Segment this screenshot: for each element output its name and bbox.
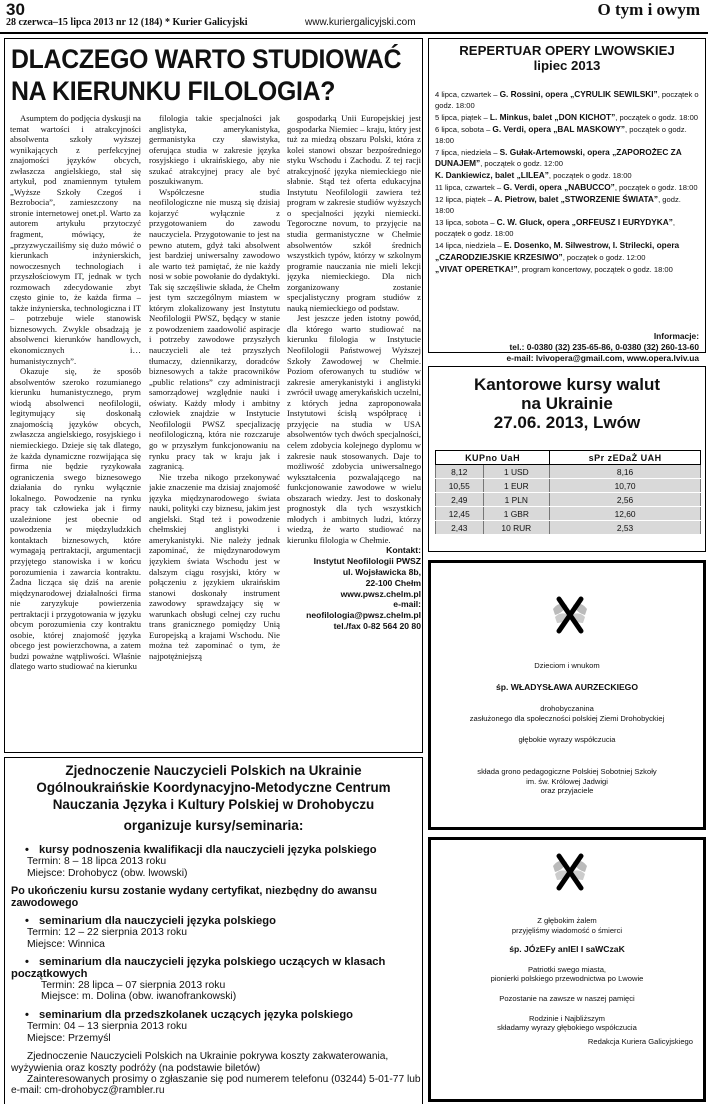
currency-unit: 10 RUR (483, 521, 550, 535)
course-place: Miejsce: Winnica (27, 938, 105, 950)
currency-unit: 1 PLN (483, 493, 550, 507)
course-title-text: seminarium dla nauczycieli języka polskiego (39, 915, 276, 928)
course-note: Po ukończeniu kursu zostanie wydany certyfikat, niezbędny do awansu zawodowego (11, 885, 377, 909)
opera-entry (435, 264, 701, 276)
page-number: 30 (6, 0, 25, 19)
opera-entry-title: G. Verdi, opera „BAL MASKOWY” (492, 123, 626, 134)
obituary-line: Z głębokim żalem (537, 916, 597, 925)
opera-title-line2: lipiec 2013 (533, 58, 601, 73)
opera-entry-title: E. Dosenko, M. Silwestrow, I. Strilecki, opera „CZARODZIEJSKIE KRZESIWO” (435, 239, 680, 262)
opera-entry (435, 124, 701, 147)
course-title (11, 916, 421, 927)
contact-phone: tel./fax 0-82 564 20 80 (333, 621, 421, 631)
course-title (11, 1010, 421, 1021)
opera-info-email[interactable]: e-mail: lvivopera@gmail.com, www.opera.lviv.ua (506, 353, 699, 363)
bullet-icon: • (25, 844, 29, 856)
course-term: Termin: 8 – 18 lipca 2013 roku (27, 856, 167, 868)
opera-title (429, 43, 705, 73)
obituary-line: przyjęliśmy wiadomość o śmierci (511, 925, 623, 935)
opera-entry-time: , program koncertowy, początek o godz. 18:00 (517, 264, 673, 274)
buy-rate: 2,49 (436, 493, 484, 507)
issue-info: 28 czerwca–15 lipca 2013 nr 12 (184) * Kurier Galicyjski (6, 17, 248, 28)
obituary-name: śp. WŁADYSŁAWA AURZECKIEGO (495, 681, 639, 692)
paragraph: Współczesne studia neofilologiczne nie muszą się dzisiaj kojarzyć wyłącznie z przygotowaniem do zawodu nauczyciela. Przygotowanie to jest na pewno atutem, gdyż taki absolwent jest bardziej uniwersalny zawodowo ale warto też pamiętać, że nie każdy nosi w sobie powołanie do dydaktyki. Tak się szczęśliwie składa, że Chełm jest tym szczególnym miastem w którym zlokalizowany jest Instytutu Neofilologii PWSZ, będący w stanie z powodzeniem zaadowolić aspiracje i potrzeby zawodowe przyszłych nauczycieli ale też przyszłych tłumaczy, dziennikarzy, doradców biznesowych a także pracowników „public relations” czy administracji samorządowej względnie nauki i oświaty. Każdy młody i ambitny człowiek znajdzie w Instytucie Neofilologii PWSZ specjalizację neofilologiczną, która nie rozczaruje go w przyszłym funkcjonowaniu na rynku pracy tak w kraju jak i zagranicą. (149, 186, 280, 472)
opera-entry-time: , początek o godz. 12:00 (480, 159, 563, 169)
sell-rate: 2,53 (550, 521, 701, 535)
opera-entry-time: , początek o godz. 12:00 (562, 252, 646, 262)
obituary-aurzecki (428, 560, 706, 830)
opera-entry-title: G. Verdi, opera „NABUCCO” (503, 182, 615, 193)
opera-entry-time: , początek o godz. 18:00 (548, 171, 632, 181)
contact-block (287, 545, 421, 631)
contact-label: Kontakt: (386, 545, 421, 556)
obituary-line: Rodzinie i Najbliższym (529, 1013, 605, 1023)
course-title (11, 957, 421, 980)
currency-rates-box (428, 366, 706, 552)
bullet-icon: • (25, 956, 29, 969)
obituary-line: Patriotki swego miasta, (527, 964, 607, 974)
opera-info-label: Informacje: (653, 331, 699, 341)
currency-title-date: 27.06. 2013, Lwów (493, 413, 641, 432)
paragraph: Asumptem do podjęcia dyskusji na temat wartości i atrakcyjności absolwenta szkoły wyższej wynikających z perfekcyjnej znajomości języków obcych, zwłaszcza angielskiego, stał się artykuł, pod znamiennym tytułem „Wyższe Szkoły Czegoś i Bezrobocia”, zamieszczony na stronie internetowej onet.pl. Warto za autorem artykułu przytoczyć fragment, mówiący, że „przyzwyczailiśmy się dużo mówić o kierunkach inżynierskich, nowoczesnych technologiach i przyszłościowym IT, jednak w tych rozmowach zdecydowanie zbyt często ginie to, że każda firma – także inżynierska, technologiczna i IT – potrzebuje wiele stanowisk biznesowych. Zwykle obsadzają je absolwenci kierunków handlowych, ekonomicznych i… humanistycznych”. (10, 113, 141, 366)
opera-entry-title: L. Minkus, balet „DON KICHOT” (489, 111, 616, 122)
opera-entry (435, 112, 701, 124)
opera-entry-title: G. Rossini, opera „CYRULIK SEWILSKI” (499, 89, 658, 99)
article-column-3 (287, 113, 421, 753)
table-row (436, 507, 701, 521)
opera-info (429, 331, 699, 364)
opera-entry-title: C. W. Gluck, opera „ORFEUSZ I EURYDYKA” (496, 216, 673, 227)
currency-title (429, 375, 705, 432)
contact-line: 22-100 Chełm (365, 577, 421, 588)
opera-info-phone: tel.: 0-0380 (32) 235-65-86, 0-0380 (32) 260-13-60 (509, 342, 699, 352)
obituary-line: składa grono pedagogiczne Polskiej Sobotniej Szkoły (477, 766, 657, 776)
opera-entry-date: 4 lipca, czwartek – (435, 90, 500, 99)
obituary-signature: Redakcja Kuriera Galicyjskiego (587, 1036, 693, 1046)
opera-entry (435, 170, 701, 182)
article-title (11, 43, 402, 107)
obituary-line: składamy wyrazy głębokiego współczucia (497, 1023, 637, 1033)
opera-entry-time: , początek o godz. 18:00 (435, 90, 699, 110)
course-title (11, 845, 421, 856)
sell-rate: 10,70 (550, 479, 701, 493)
contact-line: ul. Wojsławicka 8b, (342, 567, 421, 578)
opera-entry-title: S. Gułak-Artemowski, opera „ZAPOROŻEC ZA DUNAJEM” (435, 146, 682, 169)
opera-entry-date: 6 lipca, sobota – (435, 124, 493, 134)
association-title (5, 762, 422, 813)
opera-entry (435, 240, 701, 264)
currency-unit: 1 EUR (483, 479, 550, 493)
opera-entry-title: „VIVAT OPERETKA!” (435, 263, 518, 274)
opera-entry-time: , początek o godz. 18:00 (615, 112, 699, 122)
section-title: O tym i owym (597, 0, 700, 19)
table-row (436, 493, 701, 507)
sell-rate: 12,60 (550, 507, 701, 521)
opera-entry-time: , początek o godz. 18:00 (435, 124, 687, 145)
obituary-line: im. św. Królowej Jadwigi (526, 776, 608, 786)
cross-ribbon-icon (545, 591, 595, 641)
header-rule (0, 32, 708, 34)
obituary-line: zasłużonego dla społeczności polskiej Ziemi Drohobyckiej (469, 713, 665, 723)
course-place: Miejsce: m. Dolina (obw. iwanofrankowski) (41, 991, 237, 1003)
opera-entry-date: 7 lipca, niedziela – (435, 147, 500, 157)
opera-entry-date: 13 lipca, sobota – (435, 217, 497, 227)
course-term: Termin: 12 – 22 sierpnia 2013 roku (27, 927, 187, 939)
opera-entry (435, 194, 701, 217)
paragraph: filologia takie specjalności jak anglistyka, amerykanistyka, germanistyka czy sławistyka, oferująca studia w zakresie języka rosyjskiego i ukraińskiego, aby nie szukać atrakcyjnej pracy ale być poszukiwanym. (149, 113, 280, 187)
bullet-icon: • (25, 1008, 29, 1021)
paragraph: Nie trzeba nikogo przekonywać jakie znaczenie ma dzisiaj znajomość języka międzynarodowego świata nauki, polityki czy biznesu, jakim jest angielski. Stąd też i powodzenie chełmskiej anglistyki i amerykanistyki. Nie należy jednak zapominać, że międzynarodowym językiem świata Wschodu jest w dalszym ciągu rosyjski, który w połączeniu z językiem ukraińskim stanowi doskonały instrument zawodowy sprawdzający się w warunkach obsługi celnej czy ruchu trans granicznego pomiędzy Unią Europejską a krajami Wschodu. Nie można też zapominać o tym, że najpotężniejszą (149, 471, 280, 661)
opera-entry-time: , godz. 18:00 (435, 195, 681, 216)
article-column-2 (149, 113, 280, 753)
currency-unit: 1 USD (483, 465, 550, 479)
contact-email[interactable]: neofilologia@pwsz.chelm.pl (306, 610, 421, 621)
table-header-row (436, 451, 701, 465)
article-title-line2: NA KIERUNKU FILOLOGIA? (11, 76, 336, 106)
association-footer-contact: Zainteresowanych prosimy o zgłaszanie się pod numerem telefonu (03244) 5-01-77 lub e-mail: cm-drohobycz@rambler.ru (11, 1073, 421, 1097)
opera-entry-title: K. Dankiewicz, balet „LILEA” (435, 170, 549, 181)
currency-title-line2: na Ukrainie (521, 394, 613, 413)
buy-rate: 10,55 (436, 479, 484, 493)
association-body (11, 838, 421, 1097)
opera-entry-date: 11 lipca, czwartek – (435, 183, 504, 193)
obituary-line: pionierki polskiego przewodnictwa po Lwowie (490, 974, 644, 984)
currency-table (435, 450, 701, 535)
opera-entry (435, 217, 701, 240)
sell-rate: 8,16 (550, 465, 701, 479)
course-place: Miejsce: Przemyśl (27, 1032, 111, 1044)
obituary-line: drohobyczanina (540, 704, 594, 714)
buy-rate: 12,45 (436, 507, 484, 521)
obituary-line: Pozostanie na zawsze w naszej pamięci (499, 993, 635, 1003)
contact-line: Instytut Neofilologii PWSZ (313, 556, 421, 567)
opera-entry (435, 89, 701, 112)
course-term: Termin: 28 lipca – 07 sierpnia 2013 roku (41, 980, 226, 992)
course-title-text: kursy podnoszenia kwalifikacji dla nauczycieli języka polskiego (39, 844, 377, 856)
contact-line: e-mail: (393, 599, 421, 610)
buy-rate: 2,43 (436, 521, 484, 535)
bullet-icon: • (25, 915, 29, 928)
opera-entry-date: 14 lipca, niedziela – (435, 240, 504, 250)
sell-rate: 2,56 (550, 493, 701, 507)
opera-entry-time: , początek o godz. 18:00 (435, 217, 676, 238)
contact-website[interactable]: www.pwsz.chelm.pl (340, 588, 421, 599)
course-term: Termin: 04 – 13 sierpnia 2013 roku (27, 1021, 187, 1033)
association-title-line2: Ogólnoukraińskie Koordynacyjno-Metodyczne Centrum (36, 780, 391, 795)
opera-entry (435, 182, 701, 194)
course-title-text: seminarium dla nauczycieli języka polskiego uczących w klasach początkowych (11, 956, 386, 980)
course-title-text: seminarium dla przedszkolanek uczących języka polskiego (39, 1008, 353, 1021)
column-header-sell: sPr zEDaŻ UAH (550, 451, 701, 465)
obituary-line: oraz przyjaciele (540, 786, 594, 796)
opera-entry-time: , początek o godz. 18:00 (614, 183, 698, 193)
site-url[interactable]: www.kuriergalicyjski.com (305, 17, 416, 28)
opera-title-line1: REPERTUAR OPERY LWOWSKIEJ (459, 43, 675, 58)
obituary-sawczak (428, 837, 706, 1102)
table-row (436, 479, 701, 493)
association-footer-costs: Zjednoczenie Nauczycieli Polskich na Ukrainie pokrywa koszty zakwaterowania, wyżywienia oraz koszty podróży (na podstawie biletów) (11, 1051, 389, 1074)
opera-entry-title: A. Pietrow, balet „STWORZENIE ŚWIATA” (494, 194, 659, 205)
table-row (436, 521, 701, 535)
teachers-association-notice (4, 757, 423, 1104)
association-title-line1: Zjednoczenie Nauczycieli Polskich na Ukrainie (65, 763, 362, 778)
opera-entry-date: 12 lipca, piątek – (435, 195, 495, 205)
currency-title-line1: Kantorowe kursy walut (473, 375, 661, 394)
course-place: Miejsce: Drohobycz (obw. lwowski) (27, 867, 188, 879)
paragraph: gospodarką Unii Europejskiej jest gospodarka Niemiec – kraju, który jest tuż za miedzą obszaru Polski, która z kolei stanowi obszar bezpośredniego styku Wschodu i Zachodu. Z tej racji atrakcyjność języka niemieckiego nie słabnie. Stąd też oferta edukacyjna Instytutu Neofilologii zawiera też program w zakresie studiów wyższych o specjalności języki niemiecki. Tegoroczne novum, to przyjęcie na studia germanistyczne w Chełmie absolwentów szkół średnich wszystkich typów, którzy w szkolnym programie nauczania nie mieli lekcji języka niemieckiego. Dla nich zorganizowany zostanie specjalistyczny program studiów z nauką niemieckiego od podstaw. (287, 113, 421, 313)
article-column-1 (10, 113, 141, 753)
cross-ribbon-icon (545, 848, 595, 898)
paragraph: Okazuje się, że sposób absolwentów szeroko rozumianego kierunku humanistycznego, prym wiodą absolwenci neofilologii, legitymujący się doskonałą znajomością języków obcych, zwłaszcza angielskiego, rosyjskiego i niemieckiego. Dzieje się tak dlatego, że każda dynamiczne rozwijająca się firma nie będzie ryzykowała ograniczenia swego biznesowego działania do rynku wyłącznie lokalnego. Powodzenie na rynku pracy tak człowieka jak i firmy uzależnione jest obecnie od powodzenia w międzyludzkich kontaktach biznesowych, które wymagają pertraktacji, argumentacji przyjętego stanowiska i w końcu porozumienia i zawarcia kontraktu. Żadna licząca się dziś na arenie międzynarodowej działalności firma nie zaryzykuje powierzenia pertraktacji i przygotowania w języku obcym porozumienia czy kontraktu osobie, której znajomość języka obcego jest powierzchowna, a zatem budzi poważne wątpliwości. Właśnie dlatego warto studiować na kierunku (10, 366, 141, 672)
column-header-buy: KUPno UaH (436, 451, 550, 465)
association-title-line3: Nauczania Języka i Kultury Polskiej w Drohobyczu (52, 797, 375, 812)
obituary-line: głębokie wyrazy współczucia (518, 735, 616, 745)
obituary-text (431, 916, 703, 1046)
obituary-text (431, 661, 703, 796)
paragraph: Jest jeszcze jeden istotny powód, dla którego warto studiować na kierunku filologia w Instytucie Neofilologii Państwowej Wyższej Szkoły Zawodowej w Chełmie. Poziom oferowanych tu studiów w zakresie amerykanistyki i anglistyki zwrócił uwagę amerykańskich uczelni, z których jedna zaproponowała Instytutowi ścisłą współpracę i przyjęcie na studia w USA absolwentów tych dwóch specjalności, celem zdobycia kolejnego dyplomu w zakresie nauk stosowanych. Daje to możliwość zdobycia uniwersalnego wykształcenia pozwalającego na funkcjonowanie zawodowe w wielu obszarach wiedzy. Jest to doskonały prognostyk dla tych wszystkich młodych i ambitnych ludzi, którzy wiedzą, że warto studiować na kierunku filologia w Chełmie. (287, 313, 421, 545)
obituary-line: Dzieciom i wnukom (534, 661, 600, 670)
table-row (436, 465, 701, 479)
opera-repertoire-box (428, 38, 706, 363)
association-subtitle: organizuje kursy/seminaria: (123, 818, 304, 833)
currency-unit: 1 GBR (483, 507, 550, 521)
opera-list (435, 89, 701, 276)
opera-entry (435, 147, 701, 171)
buy-rate: 8,12 (436, 465, 484, 479)
obituary-name: śp. JÓzEFy anIEl I saWCzaK (509, 944, 625, 955)
opera-entry-date: 5 lipca, piątek – (435, 112, 490, 122)
article-filologia (4, 38, 423, 753)
article-title-line1: DLACZEGO WARTO STUDIOWAĆ (11, 44, 402, 74)
